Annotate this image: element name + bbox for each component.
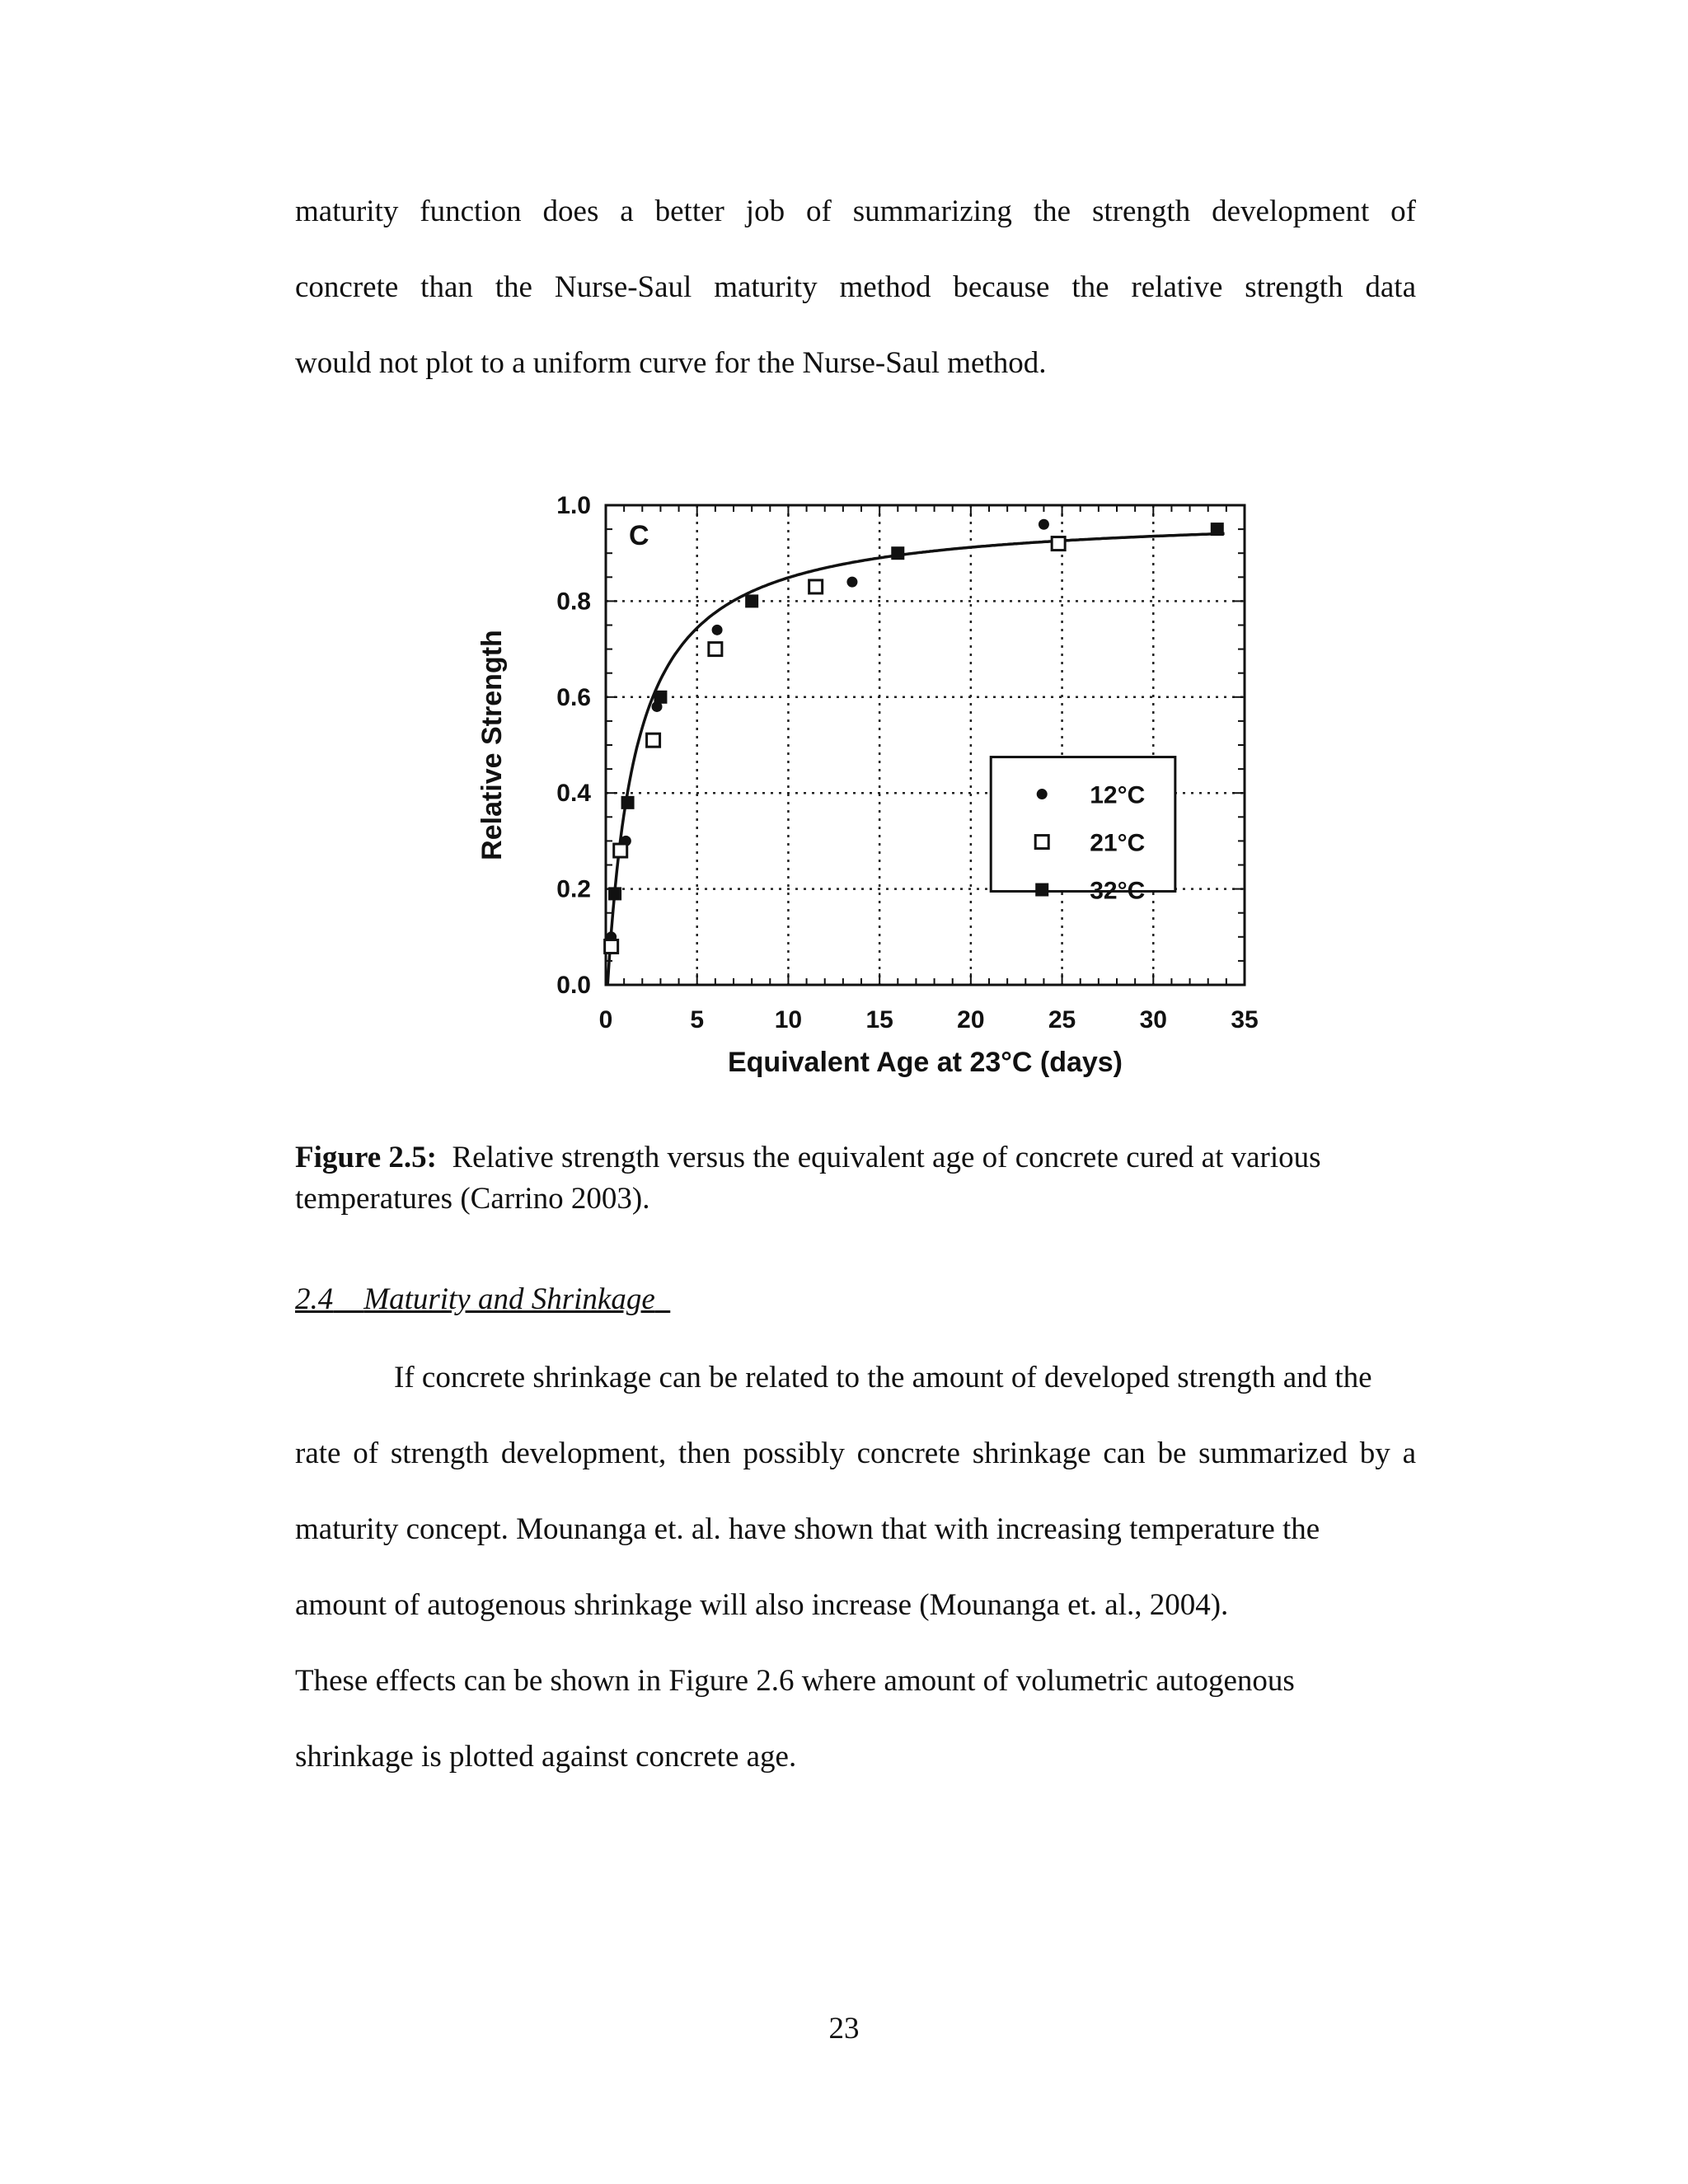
x-tick-label: 5	[690, 1006, 705, 1033]
data-point-filled-square	[1211, 523, 1224, 536]
section-heading	[295, 1282, 670, 1317]
legend-marker-filled-square	[1035, 883, 1048, 897]
panel-label: C	[629, 520, 649, 551]
body-line-6: shrinkage is plotted against concrete age.	[295, 1740, 797, 1774]
page-number: 23	[828, 2012, 860, 2046]
body-line-2: rate of strength development, then possibly concrete shrinkage can be summarized by a	[295, 1436, 1416, 1470]
x-tick-label: 25	[1048, 1006, 1076, 1033]
y-axis-title: Relative Strength	[476, 630, 508, 860]
y-tick-label: 0.2	[556, 875, 591, 903]
figure-caption	[295, 1137, 1416, 1220]
legend-box	[991, 757, 1175, 892]
legend-label: 12°C	[1090, 781, 1146, 809]
caption-label: Figure 2.5:	[295, 1141, 437, 1174]
y-tick-label: 0.0	[556, 972, 591, 999]
caption-text: Relative strength versus the equivalent age of concrete cured at various temperatures (Carrino 2003).	[295, 1141, 1321, 1216]
relative-strength-chart	[462, 482, 1286, 1108]
y-tick-label: 0.6	[556, 683, 591, 711]
intro-line-3: would not plot to a uniform curve for the Nurse-Saul method.	[295, 346, 1047, 380]
data-point-filled-square	[621, 796, 635, 809]
x-tick-label: 20	[957, 1006, 985, 1033]
x-axis-title: Equivalent Age at 23°C (days)	[727, 1047, 1123, 1078]
data-point-filled-square	[891, 546, 904, 560]
x-tick-label: 0	[598, 1006, 613, 1033]
axes-layer	[606, 505, 1245, 985]
data-point-dot	[846, 577, 857, 588]
plot-frame	[606, 505, 1245, 985]
grid-layer	[606, 505, 1245, 985]
intro-line-2: concrete than the Nurse-Saul maturity method because the relative strength data	[295, 270, 1416, 304]
body-line-5: These effects can be shown in Figure 2.6 where amount of volumetric autogenous	[295, 1664, 1295, 1698]
legend-label: 21°C	[1090, 829, 1146, 857]
legend	[991, 757, 1175, 905]
y-tick-label: 1.0	[556, 492, 591, 519]
data-point-open-square	[605, 940, 618, 953]
data-point-filled-square	[745, 594, 758, 607]
data-point-open-square	[647, 733, 660, 747]
x-tick-label: 10	[774, 1006, 803, 1033]
data-point-filled-square	[654, 691, 667, 704]
intro-line-1: maturity function does a better job of summarizing the strength development of	[295, 194, 1416, 228]
x-tick-label: 15	[865, 1006, 893, 1033]
body-line-4: amount of autogenous shrinkage will also increase (Mounanga et. al., 2004).	[295, 1588, 1229, 1622]
legend-marker-open-square	[1035, 836, 1048, 849]
x-tick-label: 30	[1139, 1006, 1167, 1033]
data-point-open-square	[709, 643, 722, 656]
data-point-dot	[712, 625, 723, 635]
body-line-3: maturity concept. Mounanga et. al. have shown that with increasing temperature the	[295, 1512, 1320, 1546]
y-tick-label: 0.8	[556, 588, 591, 616]
data-point-open-square	[1052, 537, 1065, 551]
data-point-dot	[1039, 519, 1049, 530]
section-title: Maturity and Shrinkage	[363, 1282, 655, 1316]
x-tick-label: 35	[1231, 1006, 1259, 1033]
section-number: 2.4	[295, 1282, 334, 1316]
data-point-open-square	[809, 580, 823, 593]
data-point-filled-square	[608, 887, 621, 900]
y-tick-label: 0.4	[556, 780, 591, 808]
legend-label: 32°C	[1090, 877, 1146, 905]
data-point-open-square	[614, 844, 627, 857]
figure-2-5	[462, 482, 1286, 1108]
legend-marker-dot	[1037, 789, 1048, 799]
body-line-1: If concrete shrinkage can be related to the amount of developed strength and the	[394, 1361, 1372, 1394]
